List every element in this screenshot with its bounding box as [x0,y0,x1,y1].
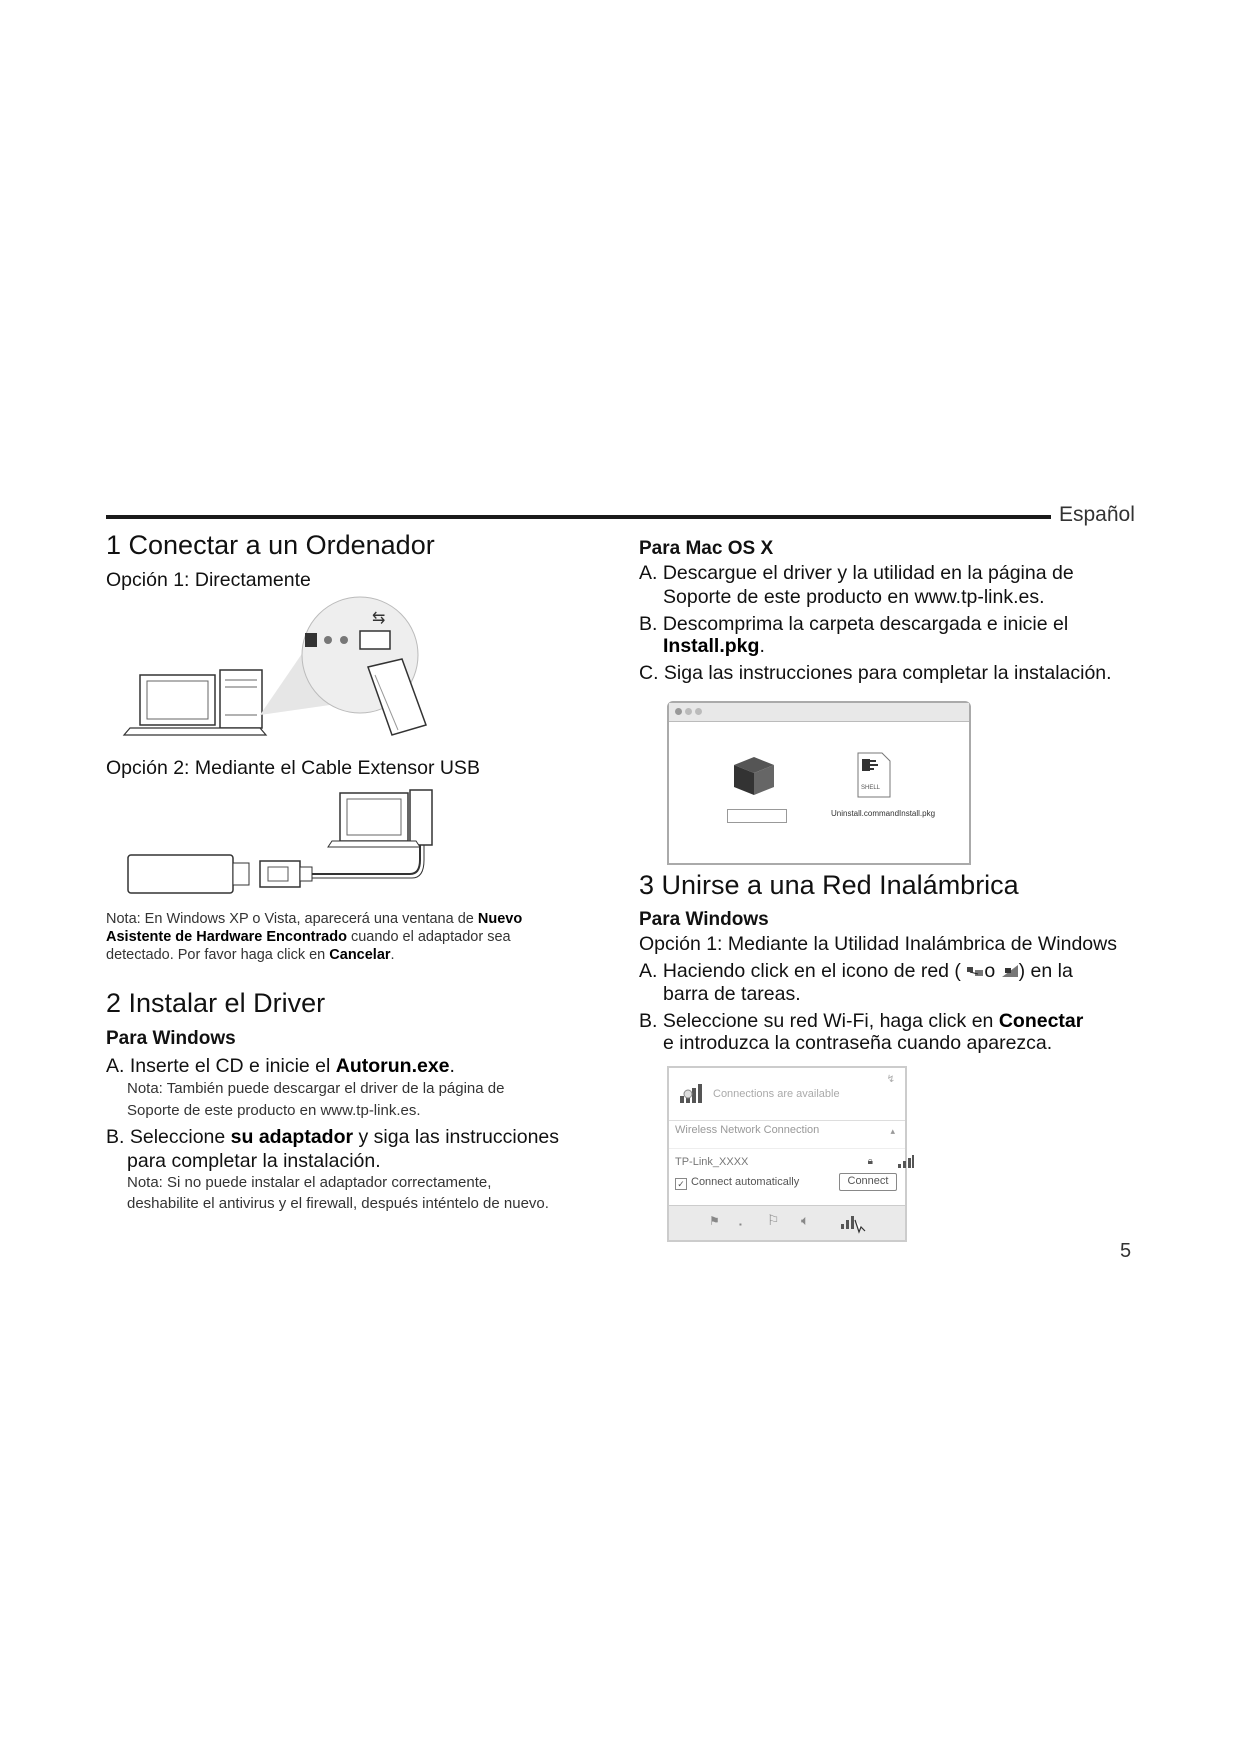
mac-stepA-line1: A. Descargue el driver y la utilidad en la página de [639,562,1074,584]
connections-available-label: Connections are available [713,1088,840,1100]
section3-stepB: B. Seleccione su red Wi-Fi, haga click en Conectar [639,1010,1084,1032]
mac-window-titlebar [669,703,969,722]
mac-subtitle: Para Mac OS X [639,538,774,559]
mac-installer-window [667,701,971,865]
mac-stepC: C. Siga las instrucciones para completar la instalación. [639,662,1112,684]
auto-connect-checkbox[interactable]: ✓ [675,1178,687,1190]
section3-stepB-line2: e introduzca la contraseña cuando aparezca. [663,1032,1053,1054]
section3-title: 3 Unirse a una Red Inalámbrica [639,870,1019,900]
section2-stepB-line2: para completar la instalación. [127,1150,381,1172]
section3-stepA: A. Haciendo click en el icono de red ( o ) en la [639,960,1073,982]
mac-stepB-line2: Install.pkg. [663,635,765,657]
section3-option1: Opción 1: Mediante la Utilidad Inalámbrica de Windows [639,933,1117,955]
taskbar-volume-icon[interactable]: 🔈︎ [801,1212,810,1228]
section1-option1: Opción 1: Directamente [106,569,311,591]
connect-button[interactable]: Connect [839,1173,897,1191]
minimize-dot-icon [685,708,692,715]
package-box-icon [729,753,779,798]
svg-text:⇆: ⇆ [372,610,386,627]
taskbar [669,1205,905,1240]
refresh-icon[interactable]: ↯ [886,1074,895,1085]
section1-note: Nota: En Windows XP o Vista, aparecerá una ventana de Nuevo Asistente de Hardware Encontrado cuando el adaptador sea detectado. Por favor haga click en Cancelar. [106,911,523,963]
section2-noteB-line2: deshabilite el antivirus y el firewall, después inténtelo de nuevo. [127,1195,549,1212]
package-filename-box [727,809,787,823]
collapse-icon[interactable]: ▴ [890,1126,895,1136]
section2-subtitle: Para Windows [106,1028,236,1049]
files-label: Uninstall.commandInstall.pkg [831,809,936,818]
popup-divider-2 [669,1148,905,1149]
network-ssid[interactable]: TP-Link_XXXX [675,1156,749,1168]
section3-stepA-line2: barra de tareas. [663,983,801,1005]
auto-connect-label: Connect automatically [691,1176,800,1188]
section2-noteB-line1: Nota: Si no puede instalar el adaptador correctamente, [127,1174,492,1191]
shell-script-icon [854,751,894,799]
popup-divider [669,1120,905,1121]
section3-subtitle: Para Windows [639,909,769,930]
section2-noteA-line2: Soporte de este producto en www.tp-link.es. [127,1102,421,1119]
mac-stepA-line2: Soporte de este producto en www.tp-link.es. [663,586,1045,608]
shell-label: SHELL [861,785,881,791]
wifi-popup [667,1066,907,1242]
lock-icon: 🔒︎ [867,1156,873,1167]
taskbar-action-center-icon[interactable]: ⚐ [767,1212,780,1228]
header-rule [106,515,1051,519]
direct-connection-illustration [120,595,450,745]
zoom-dot-icon [695,708,702,715]
section2-noteA-line1: Nota: También puede descargar el driver de la página de [127,1080,505,1097]
cable-connection-illustration [120,785,440,900]
language-label: Español [1059,503,1135,526]
taskbar-dot-icon: ▪ [739,1220,742,1229]
section1-option2: Opción 2: Mediante el Cable Extensor USB [106,757,480,779]
network-wired-icon [966,964,984,978]
network-wireless-icon [1001,964,1019,978]
page-number: 5 [1120,1240,1132,1262]
taskbar-flag-icon[interactable]: ⚑ [709,1214,720,1228]
section2-title: 2 Instalar el Driver [106,988,326,1018]
section2-stepB: B. Seleccione su adaptador y siga las instrucciones [106,1126,560,1148]
section2-stepA: A. Inserte el CD e inicie el Autorun.exe. [106,1055,455,1077]
section1-title: 1 Conectar a un Ordenador [106,530,435,560]
mac-stepB-line1: B. Descomprima la carpeta descargada e inicie el [639,613,1069,635]
signal-bars-icon [679,1082,703,1102]
close-dot-icon [675,708,682,715]
wireless-section-label: Wireless Network Connection [675,1124,820,1136]
